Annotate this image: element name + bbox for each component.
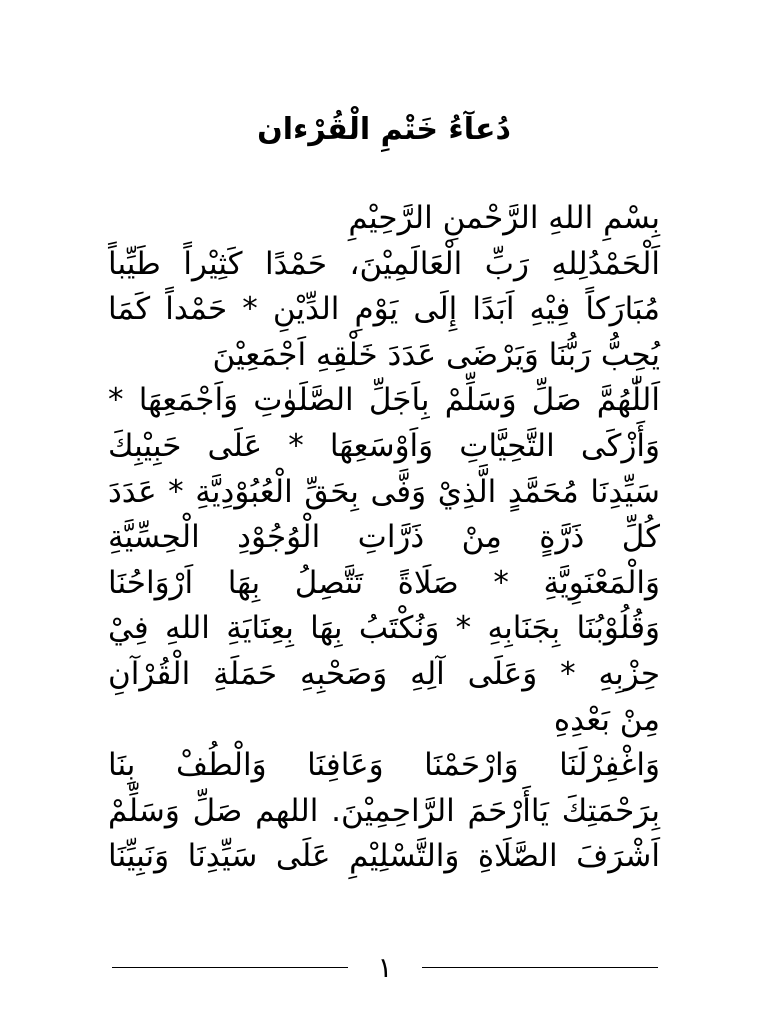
text-line: وَقُلُوْبُنَا بِجَنَابِهِ * وَنُكْتَبُ بِهَا بِعِنَايَةِ اللهِ فِيْ <box>108 610 660 647</box>
text-line: بِسْمِ اللهِ الرَّحْمنِ الرَّحِيْمِ <box>348 200 660 236</box>
text-line: مِنْ بَعْدِهِ <box>553 701 660 738</box>
page-footer <box>0 946 768 990</box>
text-line: وَأَزْكَى التَّحِيَّاتِ وَاَوْسَعِهَا * عَلَى حَبِيْبِكَ <box>108 427 660 464</box>
prayer-text <box>108 196 660 880</box>
footer-rule-left <box>112 967 348 968</box>
footer-rule-right <box>422 967 658 968</box>
text-line: كُلِّ ذَرَّةٍ مِنْ ذَرَّاتِ الْوُجُوْدِ الْحِسِّيَّةِ <box>108 519 660 556</box>
text-line: اَللّٰهُمَّ صَلِّ وَسَلِّمْ بِاَجَلِّ الصَّلَوٰتِ وَاَجْمَعِهَا * <box>108 382 660 419</box>
text-line: اَشْرَفَ الصَّلَاةِ وَالتَّسْلِيْمِ عَلَى سَيِّدِنَا وَنَبِيِّنَا <box>108 838 660 875</box>
text-line: يُحِبُّ رَبُّنَا وَيَرْضَى عَدَدَ خَلْقِهِ اَجْمَعِيْنَ <box>212 336 660 373</box>
page-number: ١ <box>377 951 393 984</box>
text-line: اَلْحَمْدُلِلهِ رَبِّ الْعَالَمِيْنَ، حَمْدًا كَثِيْراً طَيِّباً <box>108 245 660 282</box>
text-line: حِزْبِهِ * وَعَلَى آلِهِ وَصَحْبِهِ حَمَلَةِ الْقُرْآنِ <box>108 655 660 692</box>
text-line: وَالْمَعْنَوِيَّةِ * صَلَاةً تَتَّصِلُ بِهَا اَرْوَاحُنَا <box>108 564 660 601</box>
text-line: بِرَحْمَتِكَ يَاأَرْحَمَ الرَّاحِمِيْنَ. اللهم صَلِّ وَسَلِّمْ <box>108 792 660 829</box>
text-line: سَيِّدِنَا مُحَمَّدٍ الَّذِيْ وَفَّى بِحَقِّ الْعُبُوْدِيَّةِ * عَدَدَ <box>108 473 660 510</box>
text-line: وَاغْفِرْلَنَا وَارْحَمْنَا وَعَافِنَا وَالْطُفْ بِنَا <box>108 747 660 784</box>
text-line: مُبَارَكاً فِيْهِ اَبَدًا إِلَى يَوْمِ الدِّيْنِ * حَمْداً كَمَا <box>108 291 660 328</box>
page-title: دُعآءُ خَتْمِ الْقُرْءان <box>257 112 511 147</box>
